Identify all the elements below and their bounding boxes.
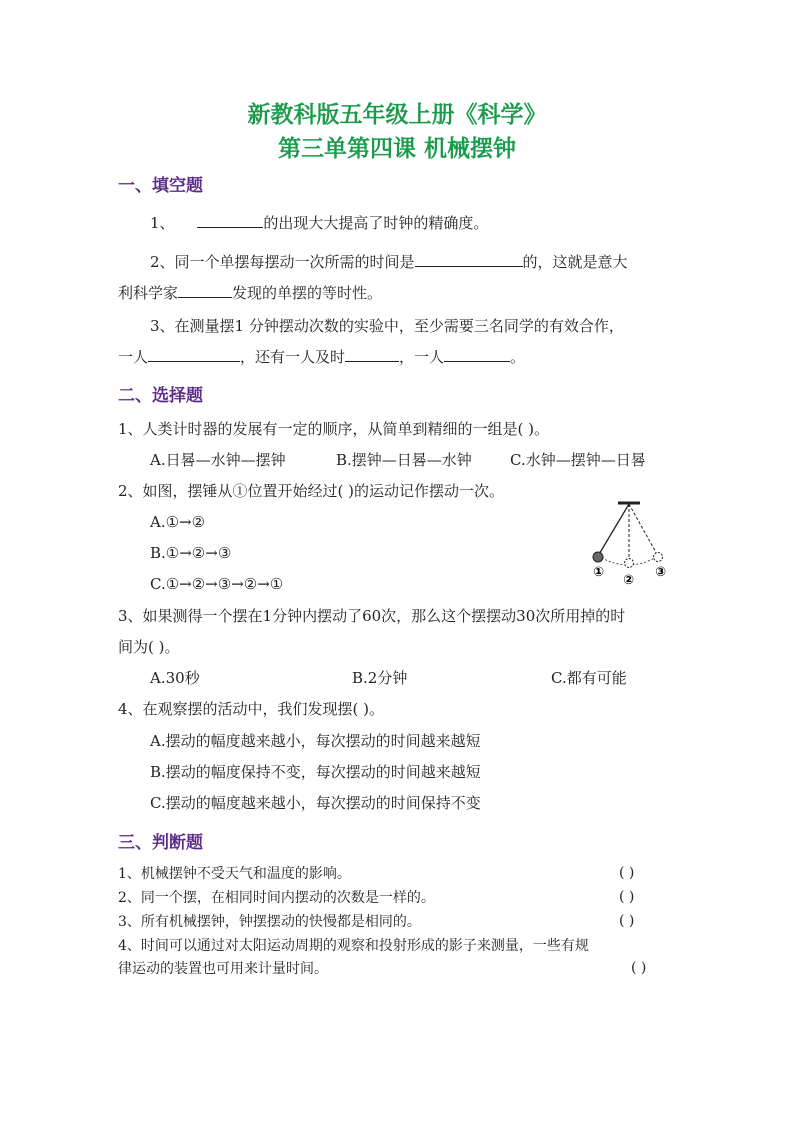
fill-q2-line1 bbox=[150, 251, 628, 272]
fill-q2-blank2[interactable] bbox=[178, 282, 232, 298]
section-fill-blank-heading: 一、填空题 bbox=[118, 176, 203, 196]
judge-q1-answer-box[interactable]: ( ) bbox=[619, 865, 635, 881]
pendulum-label-3: ③ bbox=[655, 565, 667, 580]
choice-q2-option-a[interactable]: A.①→② bbox=[150, 513, 206, 531]
choice-q4-stem: 4、在观察摆的活动中，我们发现摆( )。 bbox=[118, 700, 385, 718]
judge-q4-line1: 4、时间可以通过对太阳运动周期的观察和投射形成的影子来测量，一些有规 bbox=[118, 938, 589, 954]
choice-q2-option-b[interactable]: B.①→②→③ bbox=[150, 544, 232, 562]
fill-q3-text-d: 。 bbox=[510, 348, 526, 366]
pendulum-bob-middle bbox=[625, 559, 634, 568]
fill-q1-number: 1、 bbox=[150, 214, 175, 232]
pendulum-label-2: ② bbox=[623, 573, 635, 588]
choice-q3-option-a[interactable]: A.30秒 bbox=[150, 669, 200, 687]
judge-q3-answer-box[interactable]: ( ) bbox=[619, 913, 635, 929]
judge-q1: 1、机械摆钟不受天气和温度的影响。 bbox=[118, 866, 351, 882]
choice-q3-option-c[interactable]: C.都有可能 bbox=[551, 669, 627, 687]
fill-q3-text-b: ，还有一人及时 bbox=[240, 348, 346, 366]
pendulum-bob-right bbox=[654, 553, 663, 562]
choice-q2-option-c[interactable]: C.①→②→③→②→① bbox=[150, 575, 284, 593]
fill-q2-text-b: 的，这就是意大 bbox=[522, 253, 628, 271]
pendulum-label-1: ① bbox=[593, 565, 605, 580]
choice-q4-option-a[interactable]: A.摆动的幅度越来越小，每次摆动的时间越来越短 bbox=[150, 732, 481, 750]
pendulum-string-left bbox=[598, 504, 629, 556]
fill-q2-text-a: 2、同一个单摆每摆动一次所需的时间是 bbox=[150, 253, 415, 271]
fill-q1 bbox=[150, 212, 488, 233]
fill-q3-blank2[interactable] bbox=[345, 346, 399, 362]
judge-q3: 3、所有机械摆钟，钟摆摆动的快慢都是相同的。 bbox=[118, 914, 421, 930]
choice-q1-option-b[interactable]: B.摆钟—日晷—水钟 bbox=[336, 451, 472, 469]
choice-q2-stem: 2、如图，摆锤从①位置开始经过( )的运动记作摆动一次。 bbox=[118, 482, 505, 500]
fill-q3-blank1[interactable] bbox=[148, 346, 240, 362]
fill-q2-text-c: 利科学家 bbox=[118, 284, 179, 302]
fill-q3-line1: 3、在测量摆1 分钟摆动次数的实验中，至少需要三名同学的有效合作， bbox=[150, 317, 624, 335]
judge-q4-line2: 律运动的装置也可用来计量时间。 bbox=[118, 961, 328, 977]
choice-q1-stem: 1、人类计时器的发展有一定的顺序，从简单到精细的一组是( )。 bbox=[118, 420, 550, 438]
fill-q2-line2 bbox=[118, 282, 382, 303]
page-subtitle: 第三单第四课 机械摆钟 bbox=[277, 136, 516, 162]
page-title: 新教科版五年级上册《科学》 bbox=[247, 102, 547, 128]
judge-q2: 2、同一个摆，在相同时间内摆动的次数是一样的。 bbox=[118, 890, 435, 906]
fill-q1-blank[interactable] bbox=[197, 212, 263, 228]
section-true-false-heading: 三、判断题 bbox=[118, 833, 203, 853]
choice-q4-option-c[interactable]: C.摆动的幅度越来越小，每次摆动的时间保持不变 bbox=[150, 794, 481, 812]
judge-q2-answer-box[interactable]: ( ) bbox=[619, 889, 635, 905]
fill-q3-line2 bbox=[118, 346, 525, 367]
choice-q3-line1: 3、如果测得一个摆在1分钟内摆动了60次，那么这个摆摆动30次所用掉的时 bbox=[118, 607, 626, 625]
pendulum-string-right bbox=[629, 504, 658, 556]
fill-q3-text-c: ，一人 bbox=[399, 348, 445, 366]
pendulum-diagram bbox=[578, 496, 674, 588]
fill-q1-text: 的出现大大提高了时钟的精确度。 bbox=[263, 214, 489, 232]
choice-q3-line2: 间为( )。 bbox=[118, 638, 180, 656]
judge-q4-answer-box[interactable]: ( ) bbox=[631, 960, 647, 976]
fill-q3-blank3[interactable] bbox=[444, 346, 510, 362]
choice-q1-option-c[interactable]: C.水钟—摆钟—日晷 bbox=[510, 451, 646, 469]
fill-q2-blank1[interactable] bbox=[415, 251, 523, 267]
pendulum-bob-left bbox=[593, 552, 603, 562]
fill-q3-text-a: 一人 bbox=[118, 348, 149, 366]
choice-q1-option-a[interactable]: A.日晷—水钟—摆钟 bbox=[150, 451, 286, 469]
section-choice-heading: 二、选择题 bbox=[118, 386, 203, 406]
choice-q4-option-b[interactable]: B.摆动的幅度保持不变，每次摆动的时间越来越短 bbox=[150, 763, 481, 781]
choice-q3-option-b[interactable]: B.2分钟 bbox=[352, 669, 408, 687]
fill-q2-text-d: 发现的单摆的等时性。 bbox=[232, 284, 383, 302]
